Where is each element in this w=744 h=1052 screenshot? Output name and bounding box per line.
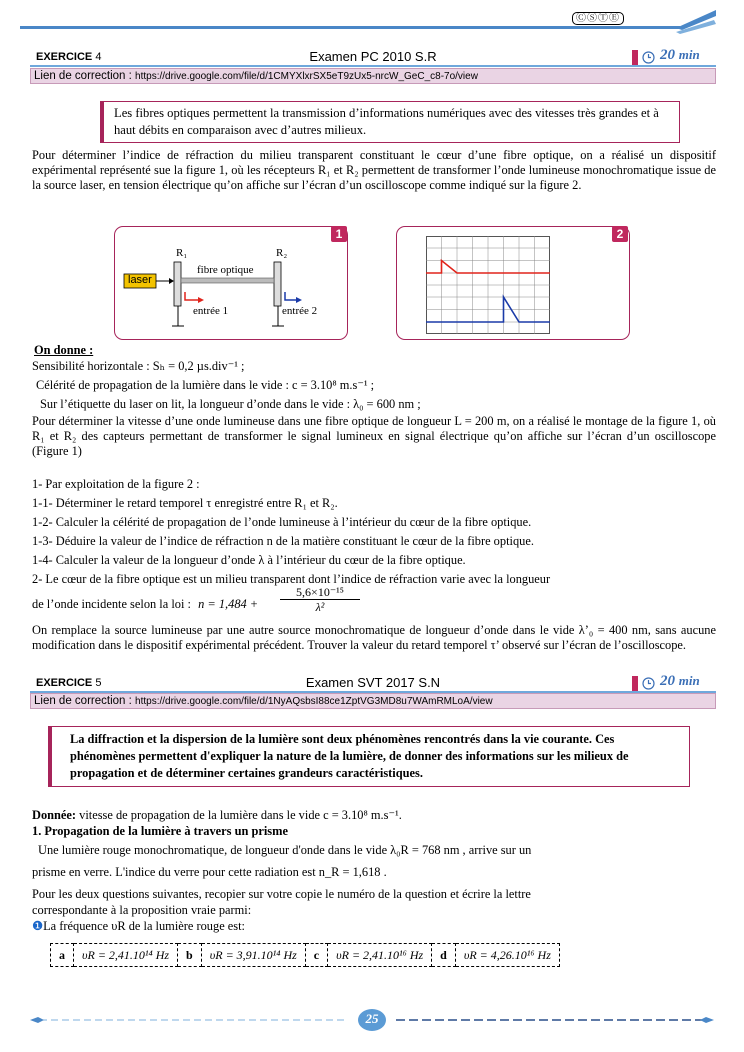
cc-license-badge: ⒸⓈⓉⒺ [572,12,624,25]
link-url[interactable]: https://drive.google.com/file/d/1NyAQsbsI88ce1ZptVG3MD8u7WAmRMLoA/view [135,696,493,707]
exercise-4-marker [632,50,638,65]
exercise-4-paragraph-3: On remplace la source lumineuse par une autre source monochromatique de longueur d’onde dans le vide λ’₀ = 400 nm, sans aucune modification dans le dispositif expérimental précédent. Trouver la valeur du retard temporel τ’ observé sur l’écran de l’oscilloscope. [32,623,716,653]
figure-1-badge: 1 [331,226,347,242]
question-1: 1- Par exploitation de la figure 2 : [32,477,200,491]
page-number: 25 [365,1011,379,1026]
entree-1-label: entrée 1 [193,305,229,317]
answer-choices [50,943,560,967]
answer-d-value[interactable]: υR = 4,26.10¹⁶ Hz [455,944,559,967]
link-url[interactable]: https://drive.google.com/file/d/1CMYXlxrSX5eT9zUx5-nrcW_GeC_c8-7o/view [135,71,478,82]
formula-fraction: 5,6×10⁻¹⁵ λ² [280,585,360,614]
exercise-5-label: EXERCICE 5 [36,677,102,689]
data-line-1: Sensibilité horizontale : Sₕ = 0,2 µs.div⁻¹ ; [32,359,245,373]
answer-a-letter[interactable]: a [51,944,74,967]
answer-b-letter[interactable]: b [178,944,202,967]
exercise-4-time: 20 min [660,47,700,63]
data-line-3: Sur l’étiquette du laser on lit, la longueur d’onde dans le vide : λ₀ = 600 nm ; [40,397,421,411]
exercise-4-intro: Les fibres optiques permettent la transmission d’informations numériques avec des vitesses très grandes et à haut débits en comparaison avec d’autres milieux. [100,101,680,143]
corner-swoosh [676,10,716,42]
laser-label: laser [128,274,152,286]
exercise-4-paragraph-2: Pour déterminer la vitesse d’une onde lumineuse dans une fibre optique de longueur L = 200 m, on a réalisé le montage de la figure 1, où R₁ et R₂ des capteurs permettant de transformer le signal lumineux en signal électrique qu’on affiche sur l’écran d’un oscilloscope (Figure 1) [32,414,716,459]
entree-2-label: entrée 2 [282,305,318,317]
question-2-law: de l’onde incidente selon la loi : n = 1,484 + [32,597,259,611]
on-donne-heading: On donne : [34,343,94,357]
answer-b-value[interactable]: υR = 3,91.10¹⁴ Hz [201,944,305,967]
question-1-2: 1-2- Calculer la célérité de propagation de l’onde lumineuse à l’intérieur du cœur de la fibre optique. [32,515,532,529]
exercise-4-correction-link[interactable] [30,68,716,84]
exercise-4-paragraph-1: Pour déterminer l’indice de réfraction du milieu transparent constituant le cœur d’une fibre optique, on a réalisé un dispositif expérimental représenté sue la figure 1, où les récepteurs R₁ et R₂ permettent de transformer l’onde lumineuse monochromatique issue de la source laser, en tension électrique qu’on affiche sur l’écran d’un oscilloscope comme indiqué sur la figure 2. [32,148,716,193]
question-frequency: ❶La fréquence υR de la lumière rouge est: [32,919,245,933]
section-1-heading: 1. Propagation de la lumière à travers un prisme [32,824,288,838]
prism-line-1: Une lumière rouge monochromatique, de longueur d'onde dans le vide λ₀R = 768 nm , arrive sur un [38,843,532,857]
instruction-line-1: Pour les deux questions suivantes, recopier sur votre copie le numéro de la question et écrire la lettre [32,887,531,901]
r2-label: R₂ [276,247,288,259]
clock-icon [642,51,655,68]
exercise-5-correction-link[interactable] [30,693,716,709]
question-1-4: 1-4- Calculer la valeur de la longueur d’onde λ à l’intérieur du cœur de la fibre optique. [32,553,466,567]
exercise-4-label: EXERCICE 4 [36,51,102,63]
exercise-5-time: 20 min [660,673,700,689]
question-1-1: 1-1- Déterminer le retard temporel τ enregistré entre R₁ et R₂. [32,496,338,510]
question-2: 2- Le cœur de la fibre optique est un milieu transparent dont l’indice de réfraction varie avec la longueur [32,572,551,586]
fibre-label: fibre optique [197,264,254,276]
prism-line-2: prisme en verre. L'indice du verre pour cette radiation est n_R = 1,618 . [32,865,387,879]
answer-a-value[interactable]: υR = 2,41.10¹⁴ Hz [74,944,178,967]
instruction-line-2: correspondante à la proposition vraie parmi: [32,903,252,917]
answer-c-value[interactable]: υR = 2,41.10¹⁶ Hz [328,944,432,967]
clock-icon [642,677,655,694]
question-1-3: 1-3- Déduire la valeur de l’indice de réfraction n de la matière constituant le cœur de la fibre optique. [32,534,534,548]
link-label: Lien de correction : [34,695,132,707]
r1-label: R₁ [176,247,188,259]
top-rule [20,26,680,29]
exercise-4-title: Examen PC 2010 S.R [309,49,437,64]
answer-d-letter[interactable]: d [432,944,456,967]
figure-2-badge: 2 [612,226,628,242]
question-1-marker: ❶ [32,919,44,933]
exercise-5-marker [632,676,638,691]
oscilloscope-screen [426,236,550,334]
exercise-5-intro: La diffraction et la dispersion de la lumière sont deux phénomènes rencontrés dans la vie courante. Ces phénomènes permettent d'expliquer la nature de la lumière, de donner des informations sur les milieux de propagation et de déterminer certaines grandeurs caractéristiques. [48,726,690,787]
donnee-line: Donnée: vitesse de propagation de la lumière dans le vide c = 3.10⁸ m.s⁻¹. [32,808,402,822]
answer-c-letter[interactable]: c [305,944,327,967]
link-label: Lien de correction : [34,70,132,82]
exercise-5-title: Examen SVT 2017 S.N [305,675,441,690]
data-line-2: Célérité de propagation de la lumière dans le vide : c = 3.10⁸ m.s⁻¹ ; [36,378,375,392]
